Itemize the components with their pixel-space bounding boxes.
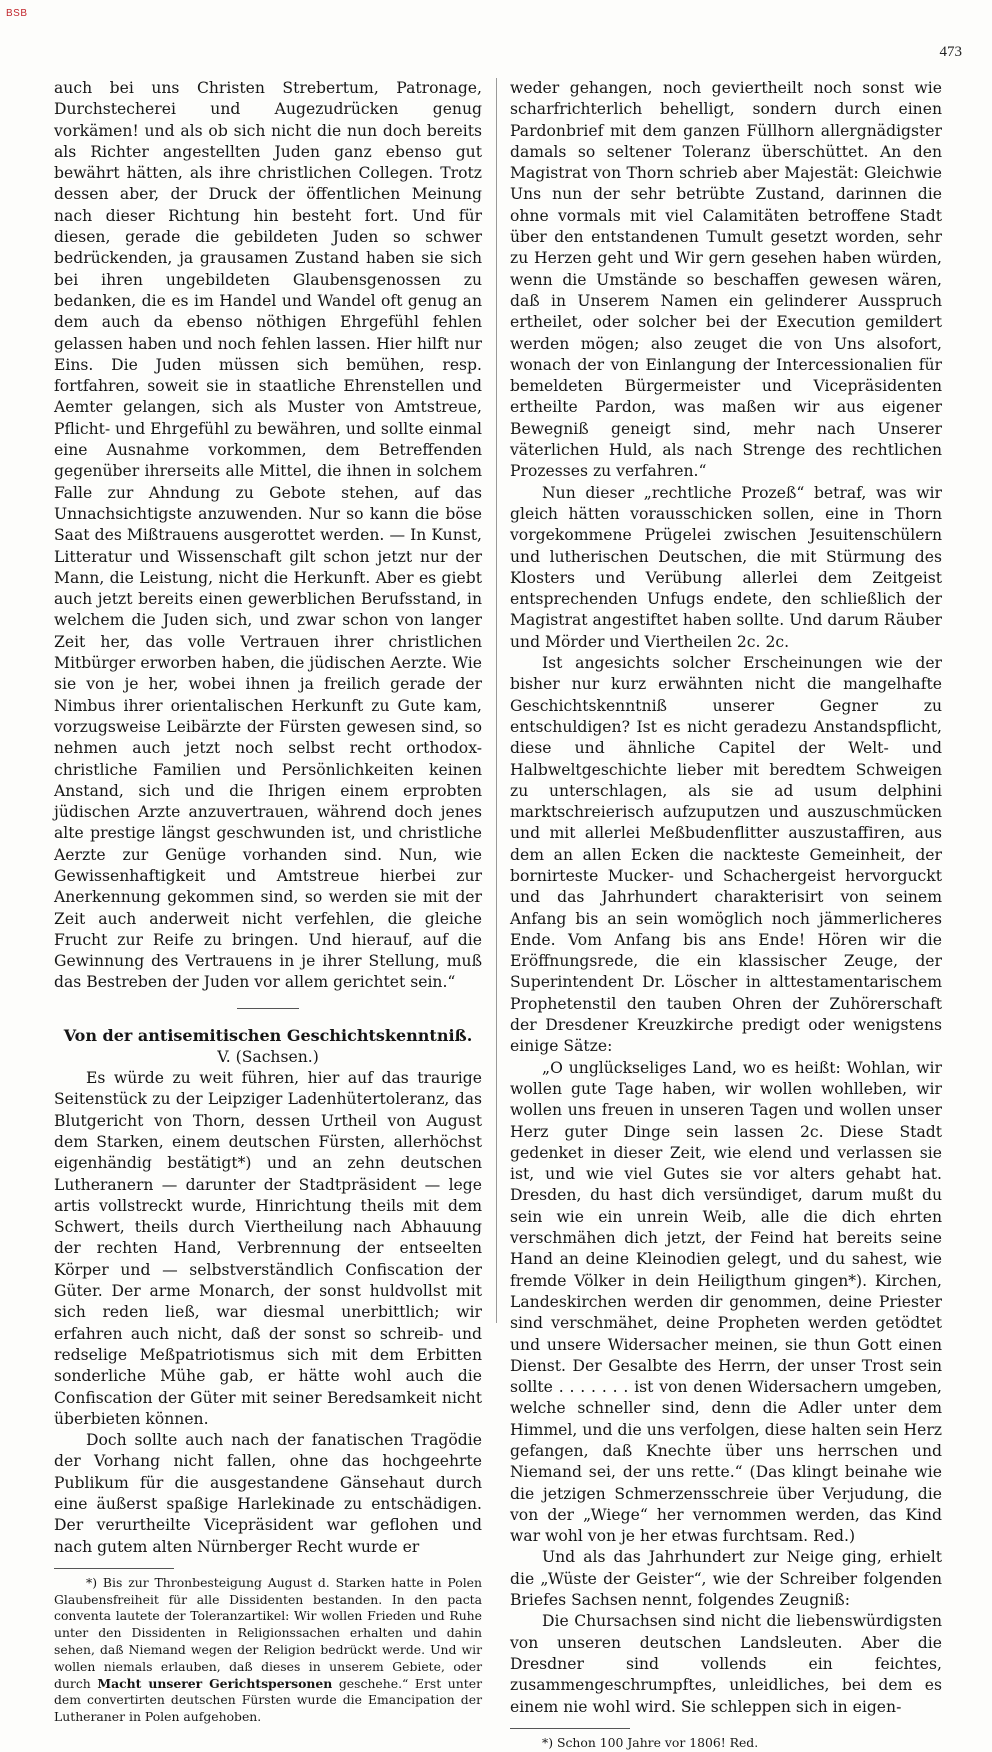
library-stamp: BSB bbox=[6, 8, 28, 19]
footnote-text-a: *) Bis zur Thronbesteigung August d. Starken hatte in Polen Glaubensfreiheit für alle Dissidenten bestanden. In den pacta conventa lautete der Toleranzartikel: Wir wollen Frieden und Ruhe unter den Dissidenten in Religionssachen erhalten und dahin sehen, daß Niemand wegen der Religion bedrückt werde. Und wir wollen niemals erlauben, daß dieses in unserem Gebiete, oder durch bbox=[54, 1574, 482, 1691]
right-footnote: *) Schon 100 Jahre vor 1806! Red. bbox=[542, 1734, 759, 1750]
column-rule bbox=[496, 78, 497, 1323]
footnote-text-b: geschehe.“ Erst unter dem convertirten deutschen Fürsten wurde die Emancipation der Lutheraner in Polen aufgehoben. bbox=[54, 1675, 482, 1725]
right-paragraph-3: Ist angesichts solcher Erscheinungen wie der bisher nur kurz erwähnten nicht die mangelhafte Geschichtskenntniß unserer Gegner zu entschuldigen? Ist es nicht geradezu Anstandspflicht, diese und ähnliche Capitel der Welt- und Halbweltgeschichte lieber mit beredtem Schweigen zu unterschlagen, als sie ad usum delphini marktschreierisch aufzuputzen und auszuschmücken und mit allerlei Meßbudenflitter auszustaffiren, aus dem an allen Ecken die nackteste Gemeinheit, der bornirteste Mucker- und Schachergeist hervorguckt und das Jahrhundert charakterisirt von seinem Anfang bis an sein womöglich noch jämmerlicheres Ende. Vom Anfang bis ans Ende! Hören wir die Eröffnungsrede, die ein klassischer Zeuge, der Superintendent Dr. Löscher in alttestamentarischem Prophetenstil den tauben Ohren der Zuhörerschaft der Dresdener Kreuzkirche predigt oder wenigstens einige Sätze: bbox=[510, 654, 942, 1056]
footnote-bold-phrase: Macht unserer Gerichtspersonen bbox=[97, 1675, 333, 1691]
section-divider bbox=[237, 1008, 299, 1009]
right-column bbox=[510, 78, 942, 1752]
right-footnote-divider bbox=[510, 1728, 630, 1729]
left-paragraph-3: Doch sollte auch nach der fanatischen Tragödie der Vorhang nicht fallen, ohne das hochgeehrte Publikum für die ausgestandene Gänsehaut durch eine äußerst spaßige Harlekinade zu entschädigen. Der verurtheilte Vicepräsident war geflohen und nach gutem alten Nürnberger Recht wurde er bbox=[54, 1431, 482, 1556]
right-paragraph-1: weder gehangen, noch geviertheilt noch sonst wie scharfrichterlich behelligt, sondern durch einen Pardonbrief mit dem ganzen Füllhorn allergnädigster damals so seltener Toleranz überschüttet. An den Magistrat von Thorn schrieb aber Majestät: Gleichwie Uns nun der sehr betrübte Zustand, darinnen die ohne vormals mit viel Calamitäten betroffene Stadt über den entstandenen Tumult gesetzt worden, sehr zu Herzen geht und Wir gern gesehen haben würden, wenn die Umstände so beschaffen gewesen wären, daß in Unserem Namen ein gelinderer Ausspruch ertheilet, oder solcher bei der Execution gemildert werden mögen; also zeuget die von Uns alsofort, wonach der von Einlangung der Intercessionalien für bemeldeten Bürgermeister und Vicepräsidenten ertheilte Pardon, was maßen wir aus eigener Bewegniß geneigt sind, mehr nach Unserer väterlichen Huld, als nach Strenge des rechtlichen Prozesses zu verfahren.“ bbox=[510, 79, 942, 481]
right-paragraph-4: „O unglückseliges Land, wo es heißt: Wohlan, wir wollen gute Tage haben, wir wollen wohlleben, wir wollen uns freuen in unseren Tagen und wollen unser Herz guter Dinge sein lassen 2c. Diese Stadt gedenket in dieser Zeit, wie elend und verlassen sie ist, und wie viel Gutes sie vor alters gehabt hat. Dresden, du hast dich versündiget, darum mußt du sein wie ein unrein Weib, alle die dich ehrten verschmähen dich jetzt, der Feind hat bereits seine Hand an deine Kleinodien gelegt, und du sahest, wie fremde Völker in dein Heiligthum gingen*). Kirchen, Landeskirchen werden dir genommen, deine Priester sind verschmähet, deine Propheten werden getödtet und unsere Widersacher meinen, sie thun Gott einen Dienst. Der Gesalbte des Herrn, der unser Trost sein sollte . . . . . . . ist von denen Widersachern umgeben, welche schneller sind, denn die Adler unter dem Himmel, und die uns verfolgen, diese halten sein Herz gefangen, daß Knechte über uns herrschen und Niemand sei, der uns rette.“ (Das klingt beinahe wie die jetzigen Schmerzensschreie über Verjudung, die von der „Wiege“ her vernommen werden, das Kind war wohl von je her etwas furchtsam. Red.) bbox=[510, 1058, 942, 1546]
right-paragraph-6: Die Chursachsen sind nicht die liebenswürdigsten von unseren deutschen Landsleuten. Aber die Dresdner sind vollends ein feichtes, zusammengeschrumpftes, unleidliches, bei dem es einem nie wohl wird. Sie schleppen sich in eigen- bbox=[510, 1612, 942, 1716]
article-subheading: V. (Sachsen.) bbox=[217, 1047, 319, 1066]
footnote-divider bbox=[54, 1568, 174, 1569]
page-number: 473 bbox=[939, 44, 962, 60]
article-heading: Von der antisemitischen Geschichtskenntniß. bbox=[63, 1025, 473, 1045]
left-paragraph-1: auch bei uns Christen Strebertum, Patronage, Durchstecherei und Augezudrücken genug vorkämen! und als ob sich nicht die nun doch bereits als Richter angestellten Juden ganz ebenso gut bewährt hätten, als ihre christlichen Collegen. Trotz dessen aber, der Druck der öffentlichen Meinung nach dieser Richtung hin besteht fort. Und für diesen, gerade die gebildeten Juden so schwer bedrückenden, ja grausamen Zustand haben sie sich bei ihren ungebildeten Glaubensgenossen zu bedanken, die es im Handel und Wandel oft genug an dem auch da ebenso nöthigen Ehrgefühl fehlen gelassen haben und noch fehlen lassen. Hier hilft nur Eins. Die Juden müssen sich bemühen, resp. fortfahren, soweit sie in staatliche Ehrenstellen und Aemter gelangen, sich als Muster von Amtstreue, Pflicht- und Ehrgefühl zu bewähren, und sollte einmal eine Ausnahme vorkommen, dem Betreffenden gegenüber ihrerseits alle Mittel, die ihnen in solchem Falle zur Ahndung zu Gebote stehen, auf das Unnachsichtigste anzuwenden. Nur so kann die böse Saat des Mißtrauens ausgerottet werden. — In Kunst, Litteratur und Wissenschaft gilt schon jetzt nur der Mann, die Leistung, nicht die Herkunft. Aber es giebt auch jetzt bereits einen gewerblichen Berufsstand, in welchem die Juden sich, und zwar schon von langer Zeit her, das volle Vertrauen ihrer christlichen Mitbürger erworben haben, die jüdischen Aerzte. Wie sie von je her, wobei ihnen ja freilich gerade der Nimbus ihrer orientalischen Herkunft zu Gute kam, vorzugsweise Leibärzte der Fürsten gewesen sind, so nehmen auch jetzt noch selbst recht orthodox-christliche Familien und Persönlichkeiten keinen Anstand, sich und die Ihrigen einem erprobten jüdischen Arzte anzuvertrauen, während doch jenes alte prestige längst geschwunden ist, und christliche Aerzte zur Genüge vorhanden sind. Nun, wie Gewissenhaftigkeit und Amtstreue hierbei zur Anerkennung gekommen sind, so werden sie mit der Zeit auch anderweit nicht verfehlen, die gleiche Frucht zur Reife zu bringen. Und hierauf, auf die Gewinnung des Vertrauens in je ihrer Stellung, muß das Bestreben der Juden vor allem gerichtet sein.“ bbox=[54, 79, 482, 992]
left-footnote bbox=[54, 1575, 482, 1726]
right-paragraph-2: Nun dieser „rechtliche Prozeß“ betraf, was wir gleich hätten vorausschicken sollen, eine in Thorn vorgekommene Prügelei zwischen Jesuitenschülern und lutherischen Deutschen, die mit Stürmung des Klosters und Verübung allerlei dem Zeitgeist entsprechenden Unfugs endete, den schließlich der Magistrat angestiftet haben sollte. Und darum Räuber und Mörder und Viertheilen 2c. 2c. bbox=[510, 483, 942, 651]
left-paragraph-2: Es würde zu weit führen, hier auf das traurige Seitenstück zu der Leipziger Ladenhütertoleranz, das Blutgericht von Thorn, dessen Urtheil von August dem Starken, einem deutschen Fürsten, allerhöchst eigenhändig bestätigt*) und an zehn deutschen Lutheranern — darunter der Stadtpräsident — lege artis vollstreckt wurde, Hinrichtung theils mit dem Schwert, theils durch Viertheilung nach Abhauung der rechten Hand, Verbrennung der entseelten Körper und — selbstverständlich Confiscation der Güter. Der arme Monarch, der sonst huldvollst mit sich reden ließ, war diesmal unerbittlich; wir erfahren auch nicht, daß der sonst so schreib- und redselige Meßpatriotismus sich mit dem Erbitten sonderliche Mühe gab, er hätte wohl auch die Confiscation der Güter mit seiner Beredsamkeit nicht überbieten können. bbox=[54, 1069, 482, 1428]
right-paragraph-5: Und als das Jahrhundert zur Neige ging, erhielt die „Wüste der Geister“, wie der Schreiber folgenden Briefes Sachsen nennt, folgendes Zeugniß: bbox=[510, 1548, 942, 1610]
left-column bbox=[54, 78, 482, 1726]
